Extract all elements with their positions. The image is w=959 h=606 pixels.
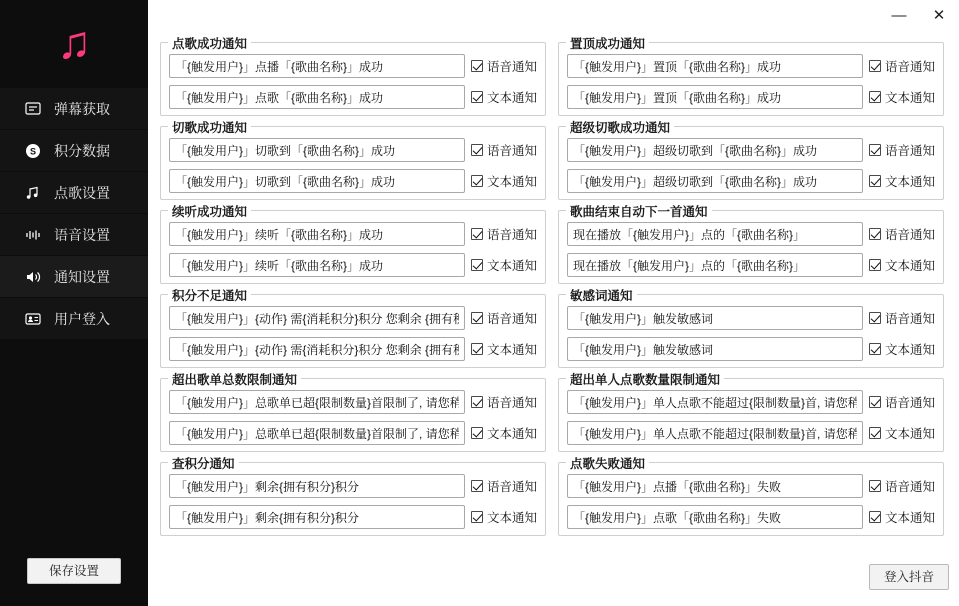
checkbox-label: 文本通知 — [884, 259, 935, 273]
checkbox-label: 语音通知 — [884, 312, 935, 326]
voice-notification-input[interactable] — [567, 390, 863, 414]
checkbox-box[interactable] — [869, 343, 881, 355]
voice-notification-row — [567, 389, 935, 415]
checkbox-box[interactable] — [471, 480, 483, 492]
voice-notification-row — [567, 221, 935, 247]
voice-notification-checkbox[interactable] — [471, 393, 537, 411]
notification-group — [160, 205, 546, 284]
text-notification-row — [567, 84, 935, 110]
text-notification-row — [567, 420, 935, 446]
checkbox-box[interactable] — [869, 175, 881, 187]
checkbox-box[interactable] — [869, 511, 881, 523]
sidebar — [0, 0, 148, 606]
voice-notification-checkbox[interactable] — [869, 309, 935, 327]
notification-group-title: 置顶成功通知 — [566, 34, 649, 52]
sidebar-item-user-login[interactable] — [0, 298, 148, 340]
voice-notification-checkbox[interactable] — [869, 393, 935, 411]
text-notification-input[interactable] — [169, 337, 465, 361]
voice-notification-input[interactable] — [169, 54, 465, 78]
checkbox-label: 语音通知 — [884, 396, 935, 410]
text-notification-checkbox[interactable] — [869, 172, 935, 190]
sidebar-item-label: 点歌设置 — [54, 184, 110, 201]
checkbox-label: 语音通知 — [486, 60, 537, 74]
text-notification-input[interactable] — [567, 169, 863, 193]
voice-notification-checkbox[interactable] — [471, 309, 537, 327]
voice-notification-row — [567, 53, 935, 79]
text-notification-checkbox[interactable] — [869, 88, 935, 106]
save-settings-button[interactable]: 保存设置 — [27, 558, 121, 584]
notification-groups-grid — [160, 30, 949, 538]
checkbox-box[interactable] — [471, 396, 483, 408]
text-notification-row — [169, 420, 537, 446]
text-notification-input[interactable] — [169, 421, 465, 445]
voice-settings-icon — [24, 226, 42, 244]
checkbox-box[interactable] — [869, 144, 881, 156]
voice-notification-checkbox[interactable] — [471, 225, 537, 243]
text-notification-row — [567, 504, 935, 530]
notification-group — [558, 121, 944, 200]
text-notification-row — [567, 336, 935, 362]
notification-group — [160, 289, 546, 368]
checkbox-box[interactable] — [869, 60, 881, 72]
voice-notification-input[interactable] — [169, 222, 465, 246]
sidebar-item-song-settings[interactable] — [0, 172, 148, 214]
voice-notification-row — [567, 473, 935, 499]
text-notification-row — [169, 336, 537, 362]
checkbox-label: 文本通知 — [486, 175, 537, 189]
checkbox-label: 文本通知 — [884, 511, 935, 525]
checkbox-label: 文本通知 — [486, 343, 537, 357]
text-notification-input[interactable] — [567, 253, 863, 277]
voice-notification-checkbox[interactable] — [869, 57, 935, 75]
text-notification-row — [169, 504, 537, 530]
checkbox-label: 语音通知 — [486, 480, 537, 494]
user-login-icon — [24, 310, 42, 328]
voice-notification-row — [169, 389, 537, 415]
text-notification-checkbox[interactable] — [471, 508, 537, 526]
sidebar-item-label: 用户登入 — [54, 310, 110, 327]
sidebar-item-label: 弹幕获取 — [54, 100, 110, 117]
voice-notification-row — [169, 305, 537, 331]
notification-group — [160, 373, 546, 452]
text-notification-checkbox[interactable] — [471, 256, 537, 274]
checkbox-box[interactable] — [471, 228, 483, 240]
sidebar-item-points[interactable] — [0, 130, 148, 172]
sidebar-item-danmaku[interactable] — [0, 88, 148, 130]
sidebar-filler — [0, 340, 148, 558]
save-settings-area — [0, 558, 148, 606]
voice-notification-checkbox[interactable] — [869, 225, 935, 243]
voice-notification-input[interactable] — [567, 306, 863, 330]
voice-notification-row — [169, 53, 537, 79]
checkbox-label: 语音通知 — [884, 60, 935, 74]
checkbox-box[interactable] — [869, 312, 881, 324]
main-content — [148, 0, 959, 606]
svg-text:S: S — [29, 146, 37, 156]
notification-settings-panel — [160, 30, 949, 598]
notification-group-title: 查积分通知 — [168, 454, 239, 472]
notify-settings-icon — [24, 268, 42, 286]
checkbox-box[interactable] — [869, 480, 881, 492]
text-notification-row — [169, 84, 537, 110]
close-button[interactable]: ✕ — [932, 7, 946, 24]
checkbox-box[interactable] — [869, 396, 881, 408]
voice-notification-checkbox[interactable] — [869, 477, 935, 495]
login-area — [869, 564, 949, 590]
voice-notification-checkbox[interactable] — [869, 141, 935, 159]
voice-notification-row — [567, 137, 935, 163]
text-notification-row — [567, 168, 935, 194]
voice-notification-input[interactable] — [169, 306, 465, 330]
text-notification-checkbox[interactable] — [471, 340, 537, 358]
voice-notification-checkbox[interactable] — [471, 57, 537, 75]
notification-group-title: 切歌成功通知 — [168, 118, 251, 136]
checkbox-label: 语音通知 — [486, 144, 537, 158]
text-notification-row — [567, 252, 935, 278]
voice-notification-input[interactable] — [169, 474, 465, 498]
text-notification-checkbox[interactable] — [471, 172, 537, 190]
text-notification-row — [169, 252, 537, 278]
notification-group-title: 超出歌单总数限制通知 — [168, 370, 301, 388]
notification-group-title: 点歌失败通知 — [566, 454, 649, 472]
sidebar-nav — [0, 88, 148, 340]
checkbox-box[interactable] — [869, 228, 881, 240]
voice-notification-checkbox[interactable] — [471, 141, 537, 159]
music-note-icon: ♫ — [56, 16, 92, 68]
text-notification-input[interactable] — [169, 169, 465, 193]
text-notification-input[interactable] — [567, 85, 863, 109]
checkbox-label: 语音通知 — [486, 312, 537, 326]
voice-notification-checkbox[interactable] — [471, 477, 537, 495]
voice-notification-input[interactable] — [567, 138, 863, 162]
checkbox-label: 语音通知 — [486, 228, 537, 242]
notification-group-title: 敏感词通知 — [566, 286, 637, 304]
voice-notification-input[interactable] — [567, 474, 863, 498]
checkbox-box[interactable] — [471, 312, 483, 324]
checkbox-box[interactable] — [471, 343, 483, 355]
checkbox-label: 文本通知 — [486, 427, 537, 441]
danmaku-icon — [24, 100, 42, 118]
sidebar-item-label: 通知设置 — [54, 268, 110, 285]
points-icon — [24, 142, 42, 160]
notification-group — [558, 373, 944, 452]
notification-group — [558, 37, 944, 116]
notification-group-title: 点歌成功通知 — [168, 34, 251, 52]
voice-notification-input[interactable] — [567, 222, 863, 246]
checkbox-label: 文本通知 — [486, 91, 537, 105]
checkbox-box[interactable] — [471, 91, 483, 103]
text-notification-checkbox[interactable] — [869, 256, 935, 274]
checkbox-box[interactable] — [471, 60, 483, 72]
checkbox-box[interactable] — [869, 427, 881, 439]
notification-group-title: 超级切歌成功通知 — [566, 118, 674, 136]
text-notification-checkbox[interactable] — [869, 508, 935, 526]
text-notification-input[interactable] — [169, 505, 465, 529]
checkbox-label: 语音通知 — [486, 396, 537, 410]
sidebar-item-label: 积分数据 — [54, 142, 110, 159]
window-titlebar — [879, 0, 959, 30]
text-notification-checkbox[interactable] — [471, 424, 537, 442]
voice-notification-input[interactable] — [169, 390, 465, 414]
voice-notification-input[interactable] — [169, 138, 465, 162]
notification-group-title: 超出单人点歌数量限制通知 — [566, 370, 724, 388]
notification-group — [558, 457, 944, 536]
checkbox-box[interactable] — [471, 259, 483, 271]
voice-notification-row — [169, 137, 537, 163]
checkbox-label: 文本通知 — [884, 343, 935, 357]
notification-group — [160, 457, 546, 536]
notification-group — [160, 37, 546, 116]
text-notification-input[interactable] — [567, 421, 863, 445]
notification-group-title: 续听成功通知 — [168, 202, 251, 220]
text-notification-row — [169, 168, 537, 194]
checkbox-label: 文本通知 — [884, 175, 935, 189]
sidebar-item-label: 语音设置 — [54, 226, 110, 243]
checkbox-label: 文本通知 — [884, 427, 935, 441]
voice-notification-row — [169, 473, 537, 499]
checkbox-box[interactable] — [471, 144, 483, 156]
checkbox-label: 文本通知 — [486, 511, 537, 525]
checkbox-box[interactable] — [869, 259, 881, 271]
notification-group — [160, 121, 546, 200]
notification-group-title: 积分不足通知 — [168, 286, 251, 304]
sidebar-item-notify-settings[interactable] — [0, 256, 148, 298]
checkbox-box[interactable] — [471, 427, 483, 439]
text-notification-input[interactable] — [567, 337, 863, 361]
checkbox-label: 文本通知 — [486, 259, 537, 273]
sidebar-item-voice-settings[interactable] — [0, 214, 148, 256]
voice-notification-row — [169, 221, 537, 247]
checkbox-box[interactable] — [471, 511, 483, 523]
checkbox-box[interactable] — [869, 91, 881, 103]
music-settings-icon — [24, 184, 42, 202]
text-notification-input[interactable] — [567, 505, 863, 529]
checkbox-label: 语音通知 — [884, 228, 935, 242]
checkbox-box[interactable] — [471, 175, 483, 187]
app-logo — [0, 0, 148, 88]
text-notification-input[interactable] — [169, 85, 465, 109]
checkbox-label: 文本通知 — [884, 91, 935, 105]
checkbox-label: 语音通知 — [884, 144, 935, 158]
login-douyin-button[interactable]: 登入抖音 — [869, 564, 949, 590]
text-notification-checkbox[interactable] — [869, 340, 935, 358]
voice-notification-row — [567, 305, 935, 331]
notification-group — [558, 289, 944, 368]
minimize-button[interactable]: — — [891, 6, 907, 24]
notification-group — [558, 205, 944, 284]
text-notification-checkbox[interactable] — [471, 88, 537, 106]
text-notification-checkbox[interactable] — [869, 424, 935, 442]
text-notification-input[interactable] — [169, 253, 465, 277]
voice-notification-input[interactable] — [567, 54, 863, 78]
checkbox-label: 语音通知 — [884, 480, 935, 494]
notification-group-title: 歌曲结束自动下一首通知 — [566, 202, 712, 220]
